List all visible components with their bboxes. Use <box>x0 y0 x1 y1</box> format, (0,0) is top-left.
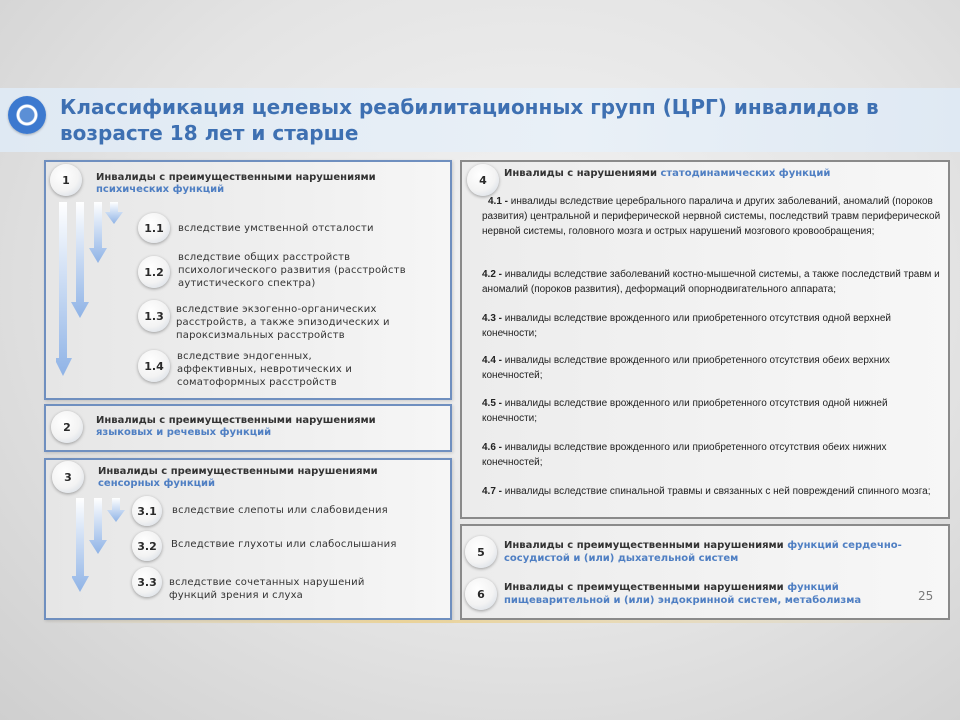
group-3-badge: 3 <box>52 461 84 493</box>
group-3-highlight-b: функций <box>159 478 216 489</box>
item-4-1-num: 4.1 - <box>488 196 509 207</box>
item-4-2-num: 4.2 - <box>482 269 503 280</box>
group-1-prefix: Инвалиды с преимущественными нарушениями <box>96 172 376 183</box>
item-4-6-num: 4.6 - <box>482 442 503 453</box>
item-4-2-text: инвалиды вследствие заболеваний костно-мышечной системы, а также последствий травм и аномалий (пороков развития), деформаций опорнодвигательного аппарата; <box>482 269 940 295</box>
item-1-3-text: вследствие экзогенно-органических расстройств, а также эпизодических и пароксизмальных расстройств <box>176 304 390 341</box>
item-3-1-text: вследствие слепоты или слабовидения <box>172 505 388 516</box>
item-3-3-text: вследствие сочетанных нарушений функций зрения и слуха <box>169 577 365 601</box>
group-4-title <box>504 168 834 180</box>
bottom-divider <box>40 620 950 623</box>
item-1-3-badge: 1.3 <box>138 300 170 332</box>
item-4-2 <box>482 267 942 297</box>
group-4-badge: 4 <box>467 164 499 196</box>
item-4-6 <box>482 440 942 470</box>
group-3-arrows-icon <box>72 496 128 596</box>
group-1-arrows-icon <box>56 200 126 380</box>
item-4-1 <box>482 194 942 239</box>
item-3-3-badge: 3.3 <box>132 567 162 597</box>
group-4-prefix: Инвалиды с нарушениями <box>504 168 657 179</box>
item-3-2-text: Вследствие глухоты или слабослышания <box>171 539 397 550</box>
group-4-highlight: статодинамических функций <box>660 168 831 179</box>
item-4-1-text: инвалиды вследствие церебрального паралича и других заболеваний, аномалий (пороков развития) центральной и периферической нервной системы, последствий травм периферической нервной системы, головного мозга и острых нарушений мозгового кровообращения; <box>482 196 941 237</box>
item-1-2-text: вследствие общих расстройств психологического развития (расстройств аутистического спектра) <box>178 252 406 289</box>
item-4-4 <box>482 353 942 383</box>
item-1-2-badge: 1.2 <box>138 256 170 288</box>
group-3-title <box>98 466 438 490</box>
item-4-5 <box>482 396 942 426</box>
item-4-7-num: 4.7 - <box>482 486 503 497</box>
item-4-3-num: 4.3 - <box>482 313 503 324</box>
item-4-3-text: инвалиды вследствие врожденного или приобретенного отсутствия одной верхней конечности; <box>482 313 891 339</box>
page-number: 25 <box>918 589 934 603</box>
item-4-7 <box>482 484 942 499</box>
group-5-highlight: функций сердечно-сосудистой и (или) дыхательной систем <box>504 540 902 564</box>
group-6-title <box>504 581 904 607</box>
page-title: Классификация целевых реабилитационных групп (ЦРГ) инвалидов в возрасте 18 лет и старше <box>60 95 879 145</box>
item-4-4-num: 4.4 - <box>482 355 503 366</box>
item-4-5-text: инвалиды вследствие врожденного или приобретенного отсутствия одной нижней конечности; <box>482 398 888 424</box>
item-1-4-text: вследствие эндогенных, аффективных, невротических и соматоформных расстройств <box>177 351 353 388</box>
group-5-badge: 5 <box>465 536 497 568</box>
group-3-prefix: Инвалиды с преимущественными нарушениями <box>98 466 378 477</box>
item-4-3 <box>482 311 942 341</box>
group-2-title <box>96 415 436 439</box>
group-1-highlight: психических функций <box>96 184 225 195</box>
item-1-1-text: вследствие умственной отсталости <box>178 223 374 234</box>
group-3-highlight-a: сенсорных <box>98 478 160 489</box>
item-4-6-text: инвалиды вследствие врожденного или приобретенного отсутствия обеих нижних конечностей; <box>482 442 887 468</box>
item-4-5-num: 4.5 - <box>482 398 503 409</box>
item-4-4-text: инвалиды вследствие врожденного или приобретенного отсутствия обеих верхних конечностей; <box>482 355 890 381</box>
group-2-prefix: Инвалиды с преимущественными нарушениями <box>96 415 376 426</box>
item-1-1-badge: 1.1 <box>138 213 170 243</box>
group-1-title <box>96 172 436 196</box>
group-5-prefix: Инвалиды с преимущественными нарушениями <box>504 540 788 551</box>
item-4-7-text: инвалиды вследствие спинальной травмы и связанных с ней повреждений спинного мозга; <box>502 486 931 497</box>
target-logo-icon <box>8 96 46 134</box>
group-6-badge: 6 <box>465 578 497 610</box>
group-5-title <box>504 539 936 565</box>
group-6-highlight: функций пищеварительной и (или) эндокринной систем, метаболизма <box>504 582 862 606</box>
group-1-badge: 1 <box>50 164 82 196</box>
group-6-prefix: Инвалиды с преимущественными нарушениями <box>504 582 788 593</box>
item-1-4-badge: 1.4 <box>138 350 170 382</box>
item-3-1-badge: 3.1 <box>132 496 162 526</box>
group-2-badge: 2 <box>51 411 83 443</box>
group-2-highlight: языковых и речевых функций <box>96 427 272 438</box>
item-3-2-badge: 3.2 <box>132 531 162 561</box>
